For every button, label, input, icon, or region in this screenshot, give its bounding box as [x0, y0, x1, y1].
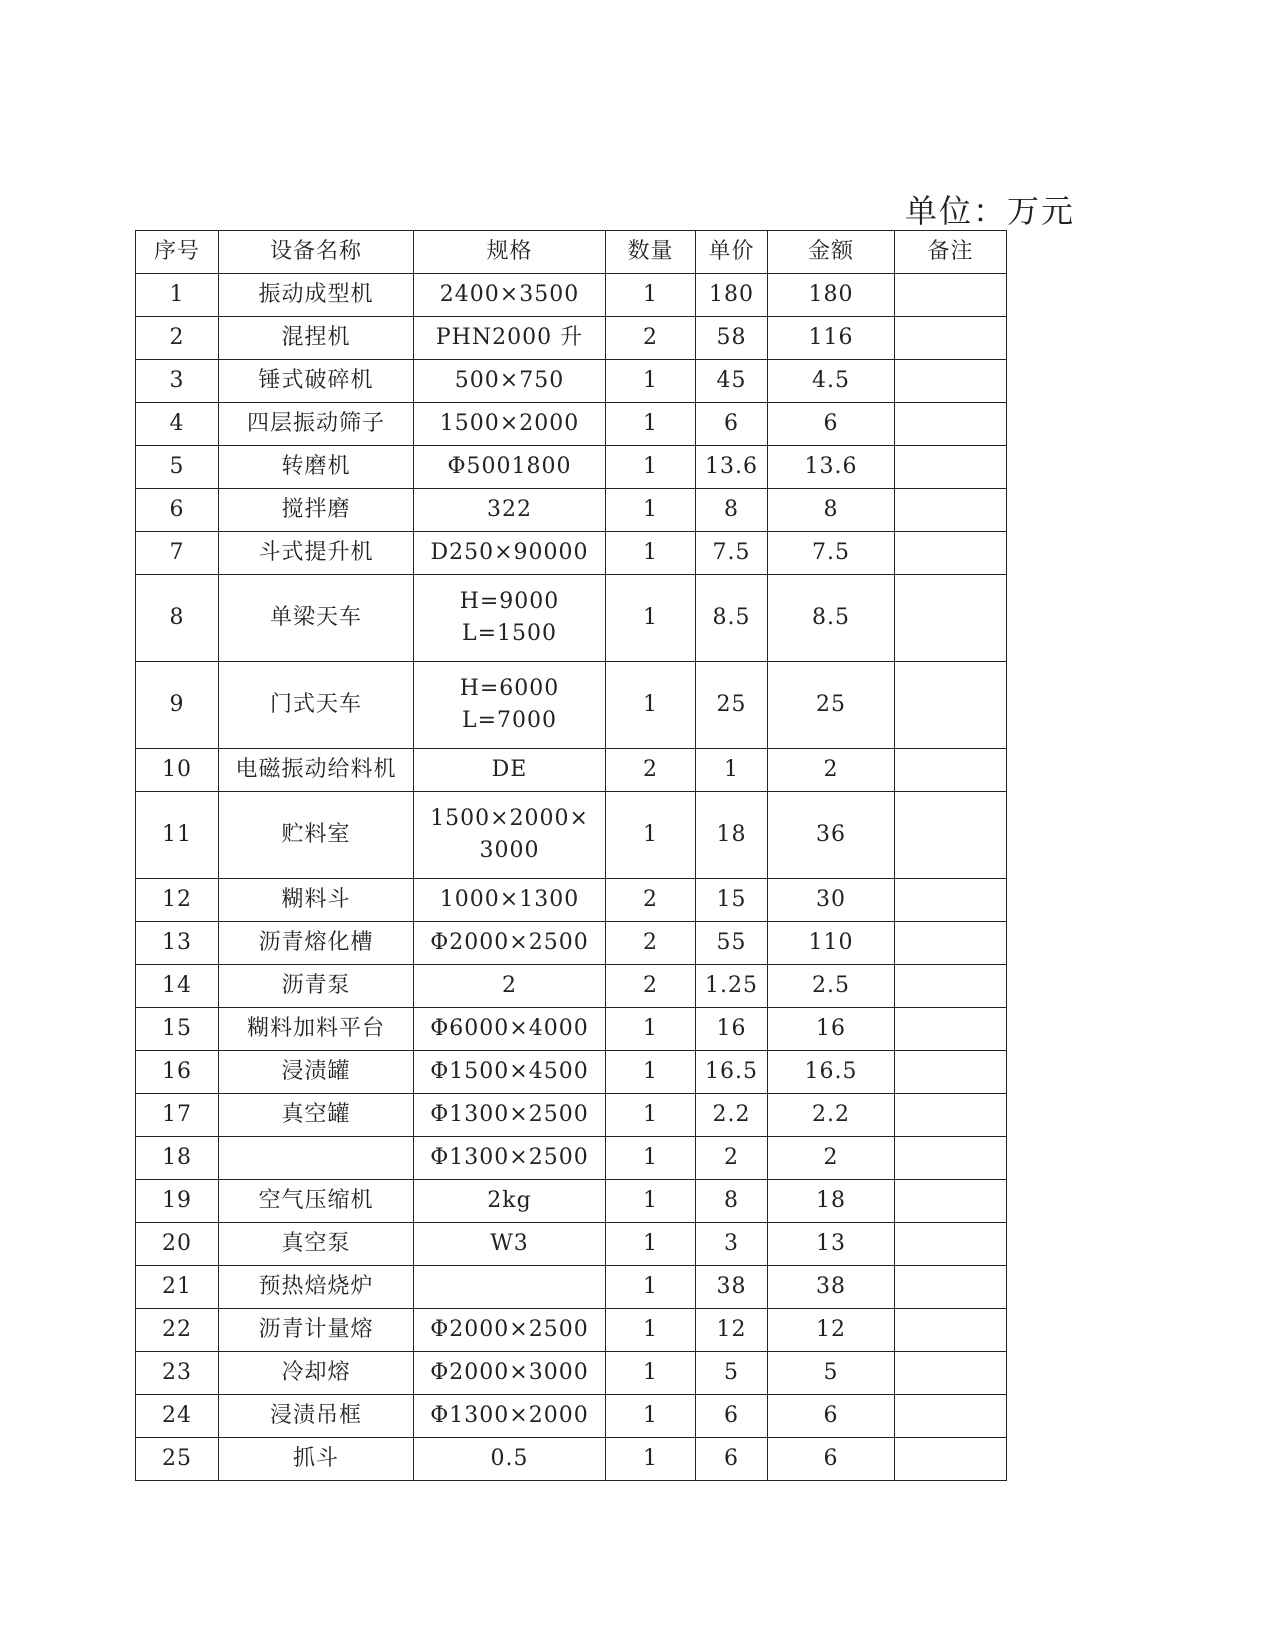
cell-note [895, 360, 1007, 403]
cell-spec [414, 1309, 606, 1352]
cell-qty: 1 [606, 532, 696, 575]
cell-note [895, 317, 1007, 360]
cell-qty: 2 [606, 749, 696, 792]
cell-no: 2 [136, 317, 219, 360]
cell-qty: 1 [606, 1223, 696, 1266]
cell-spec [414, 1223, 606, 1266]
cell-amount: 7.5 [768, 532, 895, 575]
cell-note [895, 575, 1007, 662]
cell-spec-line: 1500×2000 [439, 411, 580, 436]
cell-price: 55 [696, 922, 768, 965]
cell-spec [414, 792, 606, 879]
cell-spec-line: Φ6000×4000 [430, 1016, 589, 1041]
cell-qty: 1 [606, 1094, 696, 1137]
cell-spec [414, 1008, 606, 1051]
cell-price: 3 [696, 1223, 768, 1266]
table-row [136, 1352, 1007, 1395]
cell-note [895, 532, 1007, 575]
cell-qty: 1 [606, 446, 696, 489]
cell-note [895, 1180, 1007, 1223]
cell-price: 2 [696, 1137, 768, 1180]
cell-spec [414, 403, 606, 446]
cell-qty: 1 [606, 1051, 696, 1094]
header-qty: 数量 [606, 231, 696, 274]
cell-name: 搅拌磨 [219, 489, 414, 532]
cell-price: 16.5 [696, 1051, 768, 1094]
cell-spec-line: 2 [502, 973, 517, 998]
cell-spec-line: W3 [490, 1231, 529, 1256]
cell-no: 10 [136, 749, 219, 792]
cell-spec-line: Φ2000×2500 [430, 930, 589, 955]
table-row [136, 662, 1007, 749]
table-row [136, 1137, 1007, 1180]
cell-spec [414, 662, 606, 749]
cell-note [895, 1094, 1007, 1137]
cell-no: 21 [136, 1266, 219, 1309]
cell-note [895, 922, 1007, 965]
cell-amount: 2 [768, 1137, 895, 1180]
table-row [136, 1223, 1007, 1266]
cell-no: 8 [136, 575, 219, 662]
table-row [136, 792, 1007, 879]
cell-note [895, 403, 1007, 446]
cell-note [895, 1008, 1007, 1051]
table-row [136, 489, 1007, 532]
table-row [136, 446, 1007, 489]
cell-qty: 2 [606, 317, 696, 360]
cell-note [895, 1223, 1007, 1266]
table-row [136, 965, 1007, 1008]
cell-no: 16 [136, 1051, 219, 1094]
cell-note [895, 1266, 1007, 1309]
cell-amount: 4.5 [768, 360, 895, 403]
header-name: 设备名称 [219, 231, 414, 274]
table-row [136, 1266, 1007, 1309]
cell-note [895, 274, 1007, 317]
cell-price: 1 [696, 749, 768, 792]
cell-amount: 5 [768, 1352, 895, 1395]
cell-name: 抓斗 [219, 1438, 414, 1481]
cell-price: 25 [696, 662, 768, 749]
cell-price: 180 [696, 274, 768, 317]
cell-spec [414, 489, 606, 532]
cell-amount: 30 [768, 879, 895, 922]
header-spec: 规格 [414, 231, 606, 274]
cell-qty: 1 [606, 575, 696, 662]
cell-qty: 2 [606, 965, 696, 1008]
cell-name: 真空泵 [219, 1223, 414, 1266]
cell-spec [414, 1137, 606, 1180]
cell-spec [414, 749, 606, 792]
cell-note [895, 662, 1007, 749]
cell-qty: 1 [606, 1008, 696, 1051]
cell-price: 38 [696, 1266, 768, 1309]
cell-price: 8.5 [696, 575, 768, 662]
cell-spec-line: Φ1300×2500 [430, 1145, 589, 1170]
cell-spec [414, 879, 606, 922]
cell-amount: 8.5 [768, 575, 895, 662]
cell-qty: 1 [606, 1266, 696, 1309]
cell-price: 2.2 [696, 1094, 768, 1137]
cell-no: 18 [136, 1137, 219, 1180]
cell-spec [414, 1180, 606, 1223]
cell-name [219, 1137, 414, 1180]
cell-no: 19 [136, 1180, 219, 1223]
cell-price: 15 [696, 879, 768, 922]
header-amount: 金额 [768, 231, 895, 274]
cell-price: 1.25 [696, 965, 768, 1008]
cell-no: 20 [136, 1223, 219, 1266]
cell-spec [414, 446, 606, 489]
table-row [136, 879, 1007, 922]
cell-name: 预热焙烧炉 [219, 1266, 414, 1309]
cell-spec [414, 317, 606, 360]
cell-spec [414, 532, 606, 575]
cell-amount: 110 [768, 922, 895, 965]
table-row [136, 1309, 1007, 1352]
cell-name: 电磁振动给料机 [219, 749, 414, 792]
cell-amount: 116 [768, 317, 895, 360]
cell-spec-line: H=9000 [459, 589, 560, 614]
cell-name: 冷却熔 [219, 1352, 414, 1395]
cell-spec-line: PHN2000 升 [435, 325, 584, 350]
cell-spec-line: DE [491, 757, 528, 782]
cell-amount: 180 [768, 274, 895, 317]
cell-spec-line: Φ1500×4500 [430, 1059, 589, 1084]
cell-no: 5 [136, 446, 219, 489]
cell-note [895, 1309, 1007, 1352]
cell-spec-line: Φ1300×2000 [430, 1403, 589, 1428]
cell-amount: 16 [768, 1008, 895, 1051]
cell-amount: 2.5 [768, 965, 895, 1008]
cell-qty: 1 [606, 1395, 696, 1438]
table-row [136, 1438, 1007, 1481]
cell-name: 沥青计量熔 [219, 1309, 414, 1352]
cell-name: 贮料室 [219, 792, 414, 879]
cell-no: 9 [136, 662, 219, 749]
cell-price: 13.6 [696, 446, 768, 489]
cell-no: 12 [136, 879, 219, 922]
cell-name: 空气压缩机 [219, 1180, 414, 1223]
cell-qty: 1 [606, 792, 696, 879]
cell-name: 混捏机 [219, 317, 414, 360]
cell-amount: 13 [768, 1223, 895, 1266]
cell-note [895, 1352, 1007, 1395]
cell-qty: 1 [606, 662, 696, 749]
cell-spec-line: 3000 [479, 838, 540, 863]
cell-note [895, 1438, 1007, 1481]
cell-spec [414, 1051, 606, 1094]
cell-price: 18 [696, 792, 768, 879]
cell-qty: 1 [606, 1309, 696, 1352]
cell-name: 单梁天车 [219, 575, 414, 662]
cell-note [895, 1137, 1007, 1180]
cell-spec-line: Φ1300×2500 [430, 1102, 589, 1127]
cell-no: 15 [136, 1008, 219, 1051]
cell-price: 6 [696, 1438, 768, 1481]
cell-no: 25 [136, 1438, 219, 1481]
cell-amount: 2 [768, 749, 895, 792]
table-row [136, 317, 1007, 360]
cell-amount: 2.2 [768, 1094, 895, 1137]
cell-name: 四层振动筛子 [219, 403, 414, 446]
cell-no: 7 [136, 532, 219, 575]
cell-no: 1 [136, 274, 219, 317]
cell-spec-line: 2400×3500 [439, 282, 580, 307]
cell-qty: 1 [606, 274, 696, 317]
cell-spec-line: 1500×2000× [430, 806, 589, 831]
table-row [136, 274, 1007, 317]
cell-price: 12 [696, 1309, 768, 1352]
cell-price: 7.5 [696, 532, 768, 575]
cell-spec-line: D250×90000 [430, 540, 589, 565]
table-row [136, 532, 1007, 575]
cell-no: 24 [136, 1395, 219, 1438]
cell-amount: 6 [768, 1438, 895, 1481]
cell-no: 6 [136, 489, 219, 532]
cell-spec [414, 1395, 606, 1438]
cell-amount: 6 [768, 403, 895, 446]
cell-spec [414, 965, 606, 1008]
cell-name: 锤式破碎机 [219, 360, 414, 403]
table-row [136, 403, 1007, 446]
cell-price: 8 [696, 1180, 768, 1223]
cell-note [895, 446, 1007, 489]
cell-spec [414, 922, 606, 965]
cell-amount: 36 [768, 792, 895, 879]
cell-name: 转磨机 [219, 446, 414, 489]
cell-spec-line: Φ5001800 [447, 454, 572, 479]
table-row [136, 1094, 1007, 1137]
cell-name: 沥青熔化槽 [219, 922, 414, 965]
cell-note [895, 965, 1007, 1008]
cell-name: 真空罐 [219, 1094, 414, 1137]
cell-spec-line: L=7000 [461, 708, 558, 733]
cell-spec-line: H=6000 [459, 676, 560, 701]
table-row [136, 1008, 1007, 1051]
cell-spec-line: Φ2000×2500 [430, 1317, 589, 1342]
cell-no: 13 [136, 922, 219, 965]
cell-amount: 16.5 [768, 1051, 895, 1094]
cell-amount: 38 [768, 1266, 895, 1309]
cell-amount: 8 [768, 489, 895, 532]
header-note: 备注 [895, 231, 1007, 274]
cell-no: 3 [136, 360, 219, 403]
cell-amount: 25 [768, 662, 895, 749]
cell-spec-line: 500×750 [454, 368, 565, 393]
cell-amount: 13.6 [768, 446, 895, 489]
cell-amount: 12 [768, 1309, 895, 1352]
cell-amount: 6 [768, 1395, 895, 1438]
cell-price: 5 [696, 1352, 768, 1395]
cell-price: 6 [696, 1395, 768, 1438]
cell-name: 振动成型机 [219, 274, 414, 317]
cell-note [895, 749, 1007, 792]
cell-spec [414, 575, 606, 662]
cell-qty: 1 [606, 360, 696, 403]
cell-spec-line: 1000×1300 [439, 887, 580, 912]
cell-qty: 1 [606, 1137, 696, 1180]
cell-qty: 1 [606, 403, 696, 446]
table-row [136, 1051, 1007, 1094]
cell-note [895, 879, 1007, 922]
cell-qty: 1 [606, 489, 696, 532]
cell-name: 浸渍罐 [219, 1051, 414, 1094]
cell-name: 浸渍吊框 [219, 1395, 414, 1438]
cell-spec [414, 1094, 606, 1137]
cell-amount: 18 [768, 1180, 895, 1223]
table-row [136, 1180, 1007, 1223]
cell-note [895, 1051, 1007, 1094]
cell-no: 11 [136, 792, 219, 879]
cell-spec [414, 274, 606, 317]
cell-price: 58 [696, 317, 768, 360]
table-row [136, 360, 1007, 403]
table-row [136, 922, 1007, 965]
equipment-table [135, 230, 1007, 1481]
header-price: 单价 [696, 231, 768, 274]
table-row [136, 1395, 1007, 1438]
cell-note [895, 1395, 1007, 1438]
cell-no: 23 [136, 1352, 219, 1395]
header-no: 序号 [136, 231, 219, 274]
cell-note [895, 489, 1007, 532]
cell-no: 17 [136, 1094, 219, 1137]
cell-spec-line: L=1500 [461, 621, 558, 646]
cell-spec [414, 1352, 606, 1395]
cell-spec [414, 360, 606, 403]
cell-name: 斗式提升机 [219, 532, 414, 575]
cell-note [895, 792, 1007, 879]
cell-spec-line: 2kg [487, 1188, 532, 1213]
cell-spec [414, 1438, 606, 1481]
cell-name: 糊料斗 [219, 879, 414, 922]
cell-name: 沥青泵 [219, 965, 414, 1008]
cell-spec-line: 322 [487, 497, 532, 522]
cell-spec-line: Φ2000×3000 [430, 1360, 589, 1385]
cell-spec-line: 0.5 [490, 1446, 529, 1471]
unit-label: 单位：万元 [905, 192, 1076, 230]
cell-no: 22 [136, 1309, 219, 1352]
table-row [136, 575, 1007, 662]
cell-name: 门式天车 [219, 662, 414, 749]
cell-spec [414, 1266, 606, 1309]
cell-name: 糊料加料平台 [219, 1008, 414, 1051]
cell-price: 6 [696, 403, 768, 446]
cell-qty: 1 [606, 1180, 696, 1223]
cell-price: 16 [696, 1008, 768, 1051]
cell-price: 45 [696, 360, 768, 403]
table-header-row [136, 231, 1007, 274]
cell-no: 4 [136, 403, 219, 446]
cell-price: 8 [696, 489, 768, 532]
cell-qty: 2 [606, 922, 696, 965]
cell-qty: 2 [606, 879, 696, 922]
table-row [136, 749, 1007, 792]
cell-no: 14 [136, 965, 219, 1008]
cell-qty: 1 [606, 1438, 696, 1481]
cell-qty: 1 [606, 1352, 696, 1395]
